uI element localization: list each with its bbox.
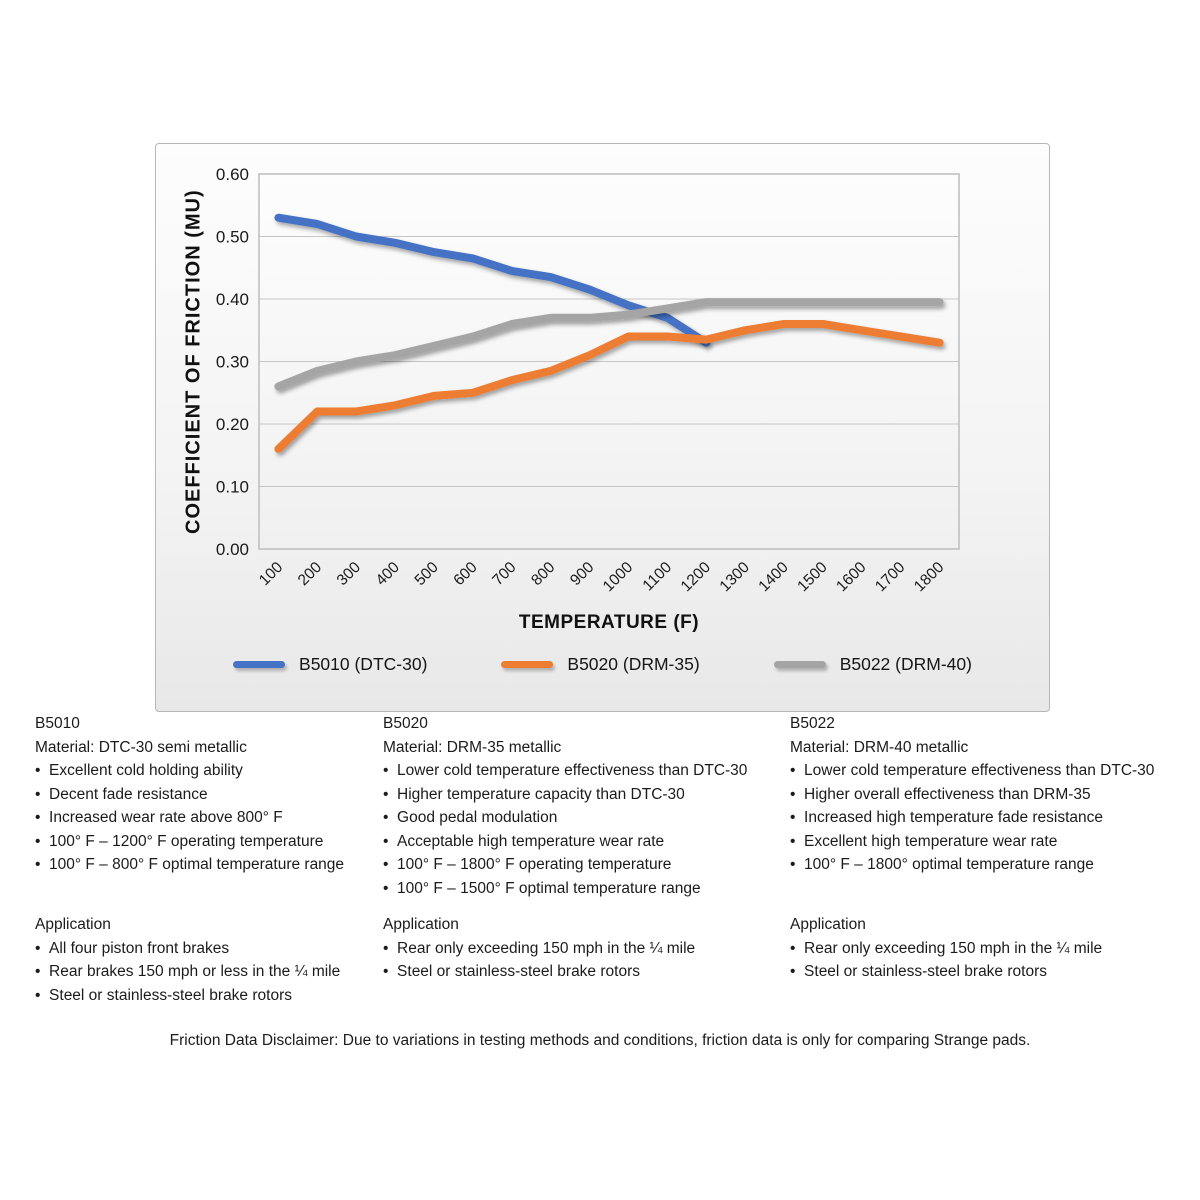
x-tick-label: 1600 xyxy=(833,558,870,596)
x-tick-label: 1200 xyxy=(677,558,715,596)
application-item: • Steel or stainless-steel brake rotors xyxy=(790,960,1192,984)
x-tick-label: 1700 xyxy=(872,558,909,596)
application-list xyxy=(790,937,1192,984)
y-tick-label: 0.00 xyxy=(215,540,249,559)
product-material: Material: DRM-35 metallic xyxy=(383,738,562,756)
application-item: • Steel or stainless-steel brake rotors xyxy=(383,960,783,984)
application-title: Application xyxy=(35,916,111,933)
application-item: • Rear only exceeding 150 mph in the ¼ mile xyxy=(383,937,783,961)
x-tick-label: 1500 xyxy=(794,558,831,596)
legend-label-b5022: B5022 (DRM-40) xyxy=(839,654,972,674)
legend-label-b5020: B5020 (DRM-35) xyxy=(567,654,700,674)
feature-list xyxy=(35,759,380,877)
feature-item: • Lower cold temperature effectiveness than DTC-30 xyxy=(790,759,1192,783)
friction-data-disclaimer: Friction Data Disclaimer: Due to variations in testing methods and conditions, friction data is only for comparing Strange pads. xyxy=(169,1032,1031,1049)
y-tick-label: 0.60 xyxy=(215,165,249,184)
x-tick-label: 200 xyxy=(294,558,326,590)
application-item: • Rear only exceeding 150 mph in the ¼ mile xyxy=(790,937,1192,961)
product-material: Material: DRM-40 metallic xyxy=(790,738,969,756)
y-tick-label: 0.10 xyxy=(215,477,249,497)
application-title: Application xyxy=(383,916,459,933)
feature-item: • 100° F – 1800° F operating temperature xyxy=(383,853,783,877)
x-tick-label: 1300 xyxy=(716,558,753,596)
application-b5020 xyxy=(383,913,783,984)
x-axis-title: TEMPERATURE (F) xyxy=(518,612,700,633)
feature-item: • Increased high temperature fade resistance xyxy=(790,806,1192,830)
legend-item-b5022 xyxy=(774,654,972,675)
feature-item: • 100° F – 1800° optimal temperature range xyxy=(790,853,1192,877)
product-info-b5020 xyxy=(383,712,783,900)
legend-swatch-b5010 xyxy=(233,661,285,668)
x-tick-label: 800 xyxy=(528,558,559,590)
feature-item: • Good pedal modulation xyxy=(383,806,783,830)
legend-item-b5020 xyxy=(501,654,699,675)
legend-swatch-b5022 xyxy=(774,661,826,668)
x-tick-label: 1100 xyxy=(639,558,676,595)
x-tick-label: 400 xyxy=(372,558,403,590)
x-tick-label: 500 xyxy=(411,558,442,590)
feature-item: • 100° F – 800° F optimal temperature range xyxy=(35,853,380,877)
x-tick-label: 900 xyxy=(567,558,598,590)
x-tick-label: 600 xyxy=(450,558,481,590)
x-tick-label: 1800 xyxy=(910,558,948,596)
feature-list xyxy=(790,759,1192,877)
feature-item: • Acceptable high temperature wear rate xyxy=(383,830,783,854)
friction-chart-card xyxy=(155,143,1050,712)
chart-legend xyxy=(156,654,1049,675)
x-tick-label: 1400 xyxy=(755,558,792,596)
product-id: B5010 xyxy=(35,715,80,732)
legend-item-b5010 xyxy=(233,654,427,675)
feature-item: • Higher temperature capacity than DTC-30 xyxy=(383,783,783,807)
line-chart-plot xyxy=(156,144,1049,649)
feature-list xyxy=(383,759,783,900)
y-tick-label: 0.40 xyxy=(215,290,249,309)
feature-item: • Higher overall effectiveness than DRM-35 xyxy=(790,783,1192,807)
application-title: Application xyxy=(790,916,866,933)
y-axis-title: COEFFICIENT OF FRICTION (MU) xyxy=(182,189,205,534)
y-tick-label: 0.30 xyxy=(215,352,249,372)
x-tick-label: 100 xyxy=(255,558,287,590)
product-info-b5022 xyxy=(790,712,1192,877)
x-tick-label: 300 xyxy=(333,558,365,590)
application-item: • Rear brakes 150 mph or less in the ¼ mile xyxy=(35,960,380,984)
feature-item: • 100° F – 1500° F optimal temperature range xyxy=(383,877,783,901)
product-material: Material: DTC-30 semi metallic xyxy=(35,738,247,756)
feature-item: • Excellent cold holding ability xyxy=(35,759,380,783)
x-tick-label: 1000 xyxy=(599,558,637,596)
feature-item: • Lower cold temperature effectiveness than DTC-30 xyxy=(383,759,783,783)
product-info-b5010 xyxy=(35,712,380,877)
application-item: • All four piston front brakes xyxy=(35,937,380,961)
x-tick-label: 700 xyxy=(489,558,520,590)
legend-swatch-b5020 xyxy=(501,661,553,668)
feature-item: • Decent fade resistance xyxy=(35,783,380,807)
y-tick-label: 0.20 xyxy=(215,415,249,434)
product-id: B5020 xyxy=(383,715,428,732)
feature-item: • Excellent high temperature wear rate xyxy=(790,830,1192,854)
product-id: B5022 xyxy=(790,715,835,732)
y-tick-label: 0.50 xyxy=(215,227,249,247)
legend-label-b5010: B5010 (DTC-30) xyxy=(299,654,428,674)
application-list xyxy=(35,937,380,1008)
application-b5022 xyxy=(790,913,1192,984)
application-item: • Steel or stainless-steel brake rotors xyxy=(35,984,380,1008)
application-b5010 xyxy=(35,913,380,1007)
feature-item: • Increased wear rate above 800° F xyxy=(35,806,380,830)
feature-item: • 100° F – 1200° F operating temperature xyxy=(35,830,380,854)
application-list xyxy=(383,937,783,984)
